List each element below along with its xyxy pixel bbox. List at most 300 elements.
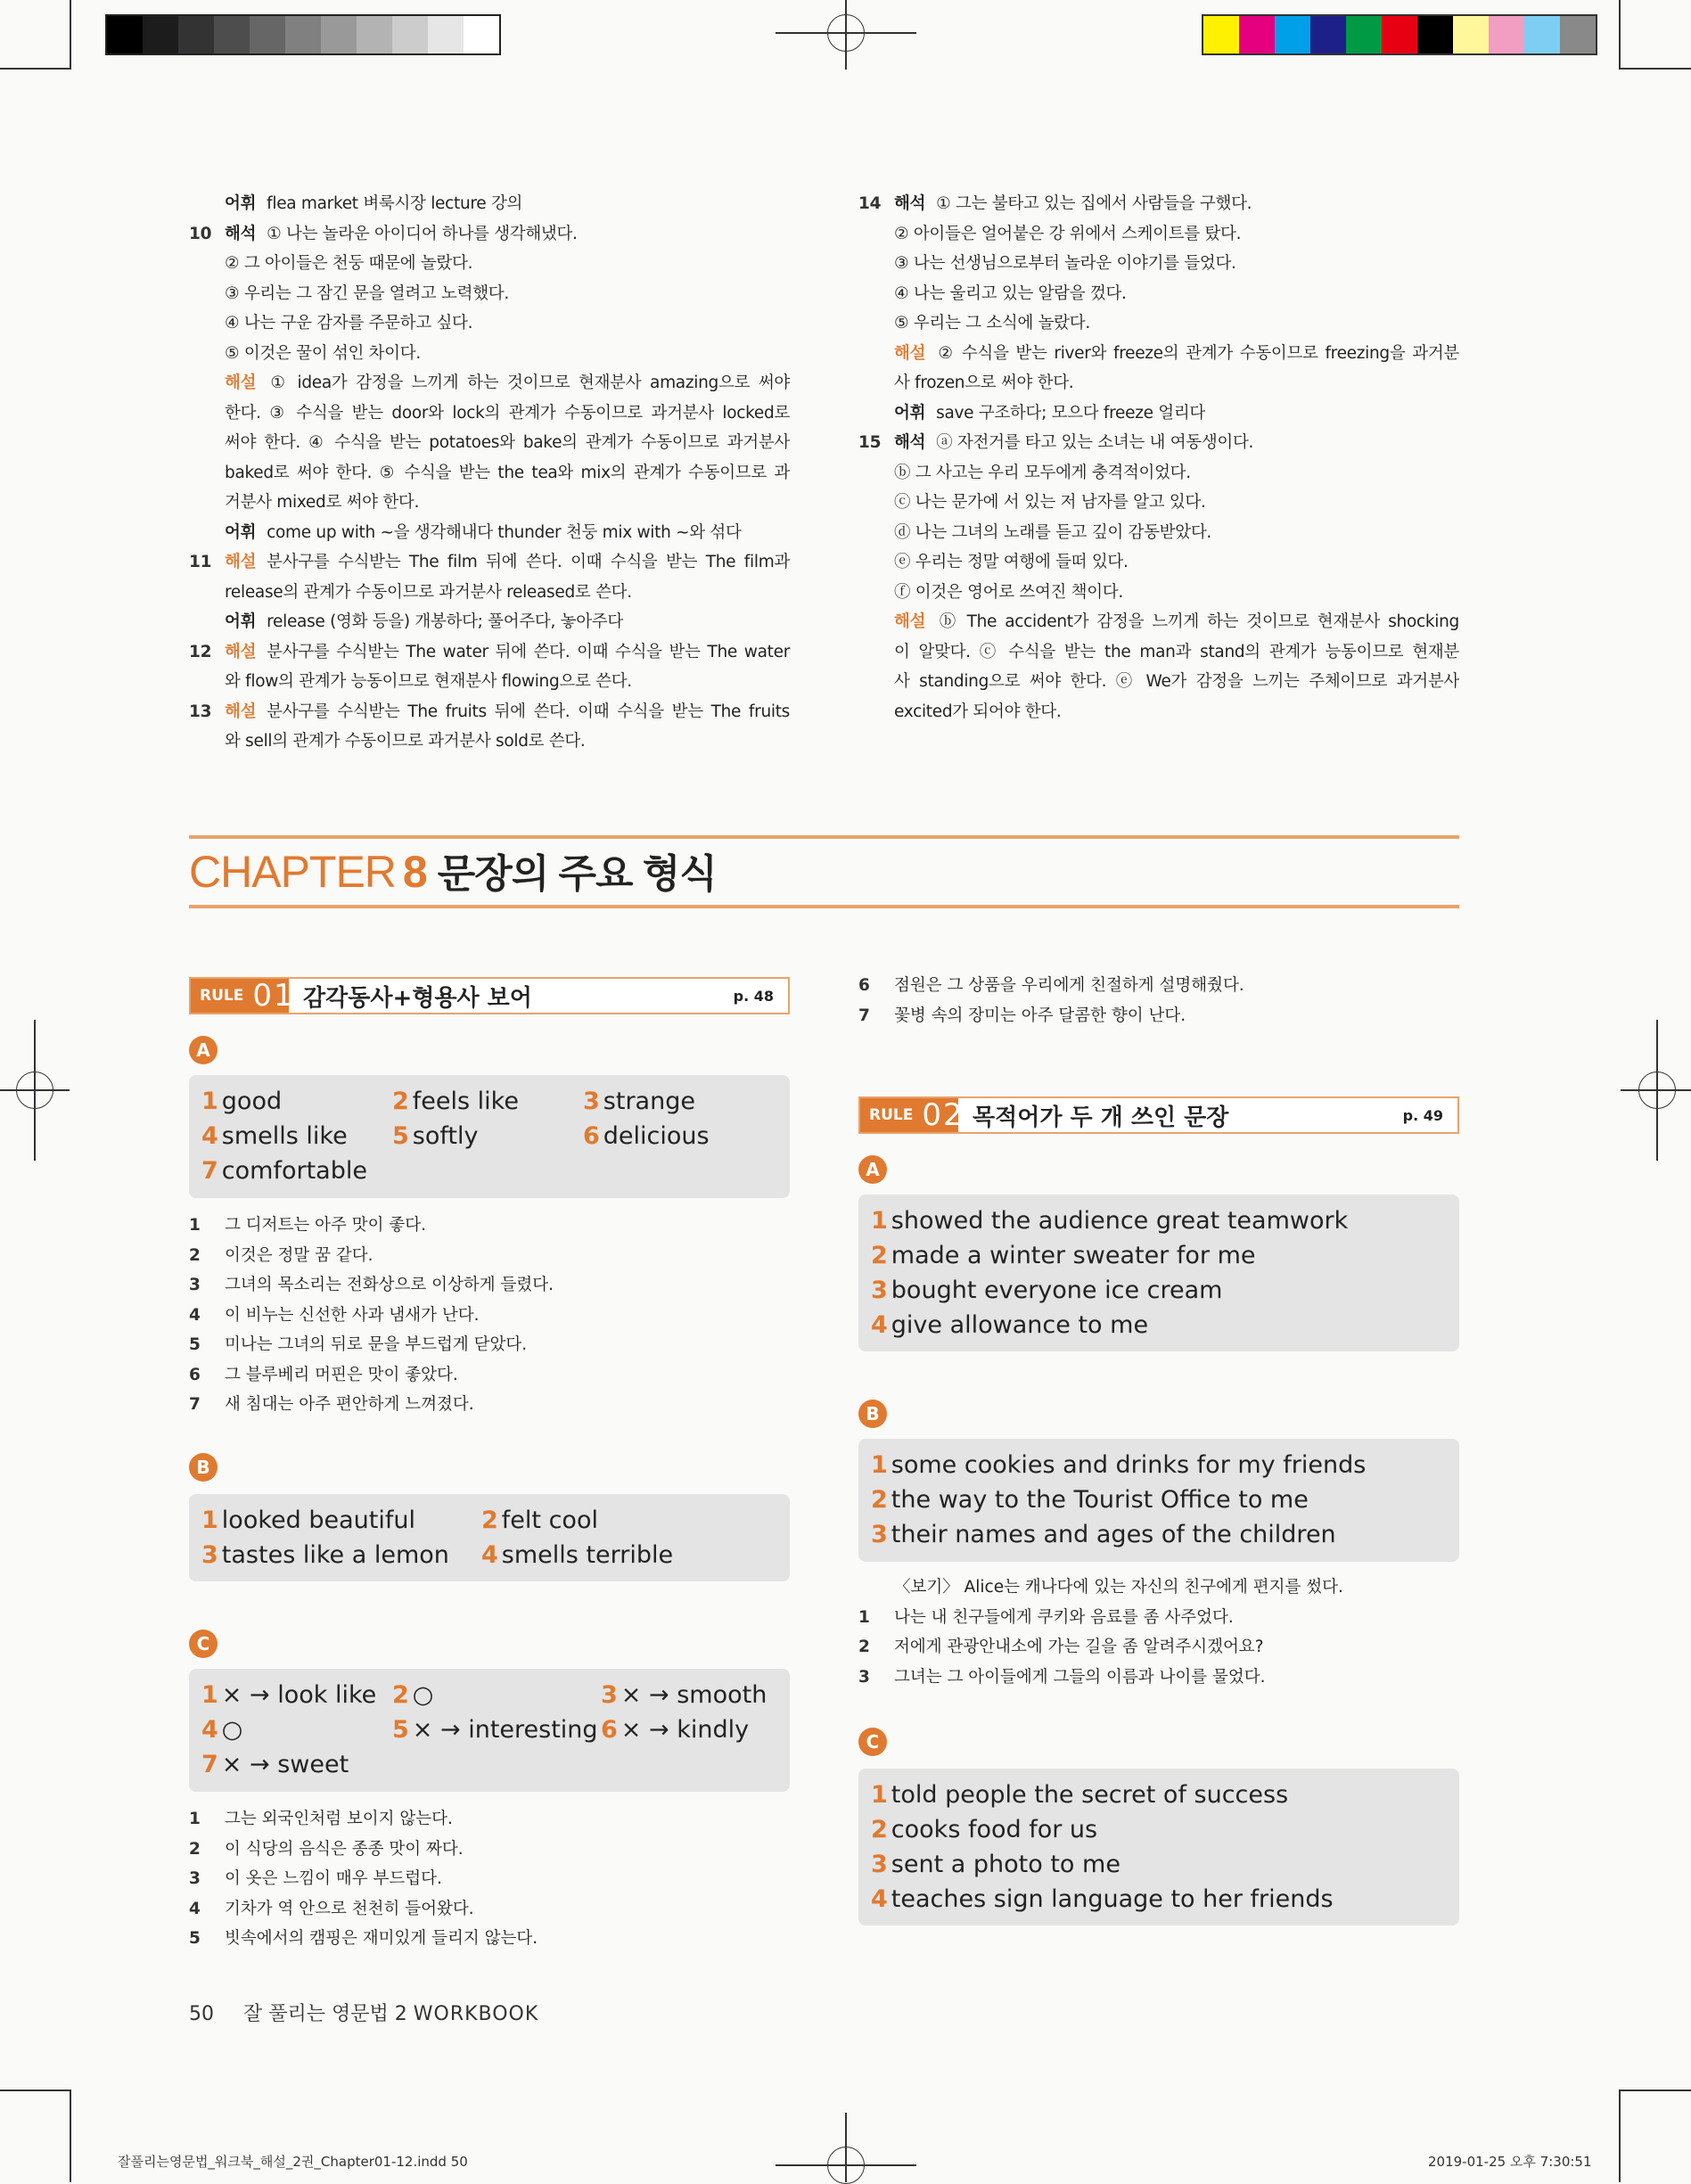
item-number: 2 bbox=[858, 1638, 870, 1656]
translation-line bbox=[858, 1663, 1459, 1693]
explanation-text: ⓔ 우리는 정말 여행에 들떠 있다. bbox=[894, 553, 1129, 571]
item-number: 2 bbox=[189, 1245, 201, 1265]
color-swatch bbox=[1453, 16, 1489, 53]
explanation-line bbox=[858, 547, 1459, 578]
answer-item bbox=[871, 1517, 1336, 1552]
answer-item bbox=[201, 1154, 367, 1188]
explanation-line bbox=[189, 308, 790, 339]
answer-text: some cookies and drinks for my friends bbox=[891, 1451, 1367, 1479]
answer-box-r2a bbox=[858, 1195, 1459, 1351]
gray-swatch bbox=[214, 16, 250, 53]
answer-number: 3 bbox=[871, 1851, 888, 1878]
chapter-rule-top bbox=[189, 835, 1459, 839]
answer-text: softly bbox=[412, 1122, 479, 1150]
section-badge-c: C bbox=[858, 1728, 887, 1756]
explanation-label: 해설 bbox=[894, 612, 926, 631]
rule-02-header bbox=[858, 1096, 1459, 1134]
item-number: 1 bbox=[858, 1607, 870, 1627]
answer-number: 1 bbox=[871, 1781, 888, 1809]
explanation-line bbox=[858, 578, 1459, 608]
crop-mark bbox=[0, 68, 70, 70]
answer-item bbox=[201, 1084, 282, 1119]
rule-page-ref: p. 49 bbox=[1402, 1106, 1443, 1124]
page-number: 50 bbox=[189, 2003, 214, 2025]
item-number: 2 bbox=[189, 1839, 201, 1859]
translation-text: 그 블루베리 머핀은 맛이 좋았다. bbox=[225, 1365, 458, 1384]
answer-text: smells terrible bbox=[501, 1541, 674, 1569]
answer-text: strange bbox=[603, 1088, 695, 1115]
grayscale-bar bbox=[105, 14, 501, 55]
answer-number: 4 bbox=[481, 1541, 498, 1569]
answer-item bbox=[871, 1273, 1222, 1308]
answer-text: showed the audience great teamwork bbox=[891, 1207, 1349, 1235]
explanation-text: ⓐ 자전거를 타고 있는 소녀는 내 여동생이다. bbox=[936, 433, 1254, 452]
answer-text: cooks food for us bbox=[891, 1816, 1098, 1843]
answer-item bbox=[392, 1678, 433, 1712]
explanation-line bbox=[189, 488, 790, 518]
answer-text: × → sweet bbox=[221, 1751, 349, 1778]
rule-title: 감각동사+형용사 보어 bbox=[303, 984, 532, 1012]
answer-text: tastes like a lemon bbox=[221, 1541, 449, 1569]
explanation-text: ① 나는 놀라운 아이디어 하나를 생각해냈다. bbox=[267, 224, 578, 243]
item-number: 12 bbox=[189, 642, 212, 661]
color-swatch bbox=[1346, 16, 1382, 53]
explanation-line bbox=[858, 279, 1459, 309]
item-number: 3 bbox=[858, 1667, 870, 1687]
explanation-label: 어휘 bbox=[225, 522, 257, 542]
explanation-text: ① 그는 불타고 있는 집에서 사람들을 구했다. bbox=[936, 194, 1252, 213]
rule-tag bbox=[191, 978, 295, 1014]
crop-mark bbox=[1619, 2090, 1621, 2182]
answer-text: told people the secret of success bbox=[891, 1781, 1289, 1809]
gray-swatch bbox=[464, 16, 499, 53]
chapter-rule-bottom bbox=[189, 905, 1459, 908]
explanation-text: 분사구를 수식받는 The water 뒤에 쓴다. 이때 수식을 받는 The water bbox=[267, 642, 790, 661]
explanation-label: 어휘 bbox=[225, 194, 257, 213]
answer-text: × → look like bbox=[221, 1681, 377, 1709]
chapter-heading bbox=[189, 847, 717, 899]
answer-item bbox=[201, 1712, 242, 1747]
answer-text: made a winter sweater for me bbox=[891, 1242, 1256, 1269]
answer-text: felt cool bbox=[501, 1507, 598, 1534]
book-subtitle: WORKBOOK bbox=[413, 2003, 539, 2025]
registration-mark bbox=[845, 0, 847, 70]
item-number: 7 bbox=[189, 1395, 201, 1414]
answer-text: their names and ages of the children bbox=[891, 1521, 1336, 1548]
translation-line bbox=[189, 1804, 790, 1835]
explanation-text: ⑤ 이것은 꿀이 섞인 차이다. bbox=[225, 343, 421, 363]
explanation-label: 해설 bbox=[225, 374, 257, 392]
gray-swatch bbox=[178, 16, 214, 53]
explanation-text: ③ 나는 선생님으로부터 놀라운 이야기를 들었다. bbox=[894, 254, 1236, 273]
explanation-text: ⓓ 나는 그녀의 노래를 듣고 깊이 감동받았다. bbox=[894, 522, 1211, 542]
answer-number: 1 bbox=[871, 1207, 888, 1235]
answer-number: 1 bbox=[201, 1507, 218, 1534]
explanation-text: ⑤ 우리는 그 소식에 놀랐다. bbox=[894, 314, 1090, 333]
answer-number: 7 bbox=[201, 1157, 218, 1185]
translation-line bbox=[189, 1360, 790, 1391]
explanation-text: excited가 되어야 한다. bbox=[894, 702, 1062, 721]
translation-line bbox=[189, 1270, 790, 1301]
gray-swatch bbox=[143, 16, 178, 53]
answer-item bbox=[392, 1084, 519, 1119]
answer-number: 3 bbox=[583, 1088, 600, 1115]
color-swatch bbox=[1310, 16, 1346, 53]
explanation-line bbox=[189, 727, 790, 757]
section-badge-b: B bbox=[858, 1400, 887, 1428]
explanation-line bbox=[858, 368, 1459, 398]
translation-line bbox=[189, 1301, 790, 1331]
translation-line bbox=[189, 1894, 790, 1925]
answer-item bbox=[201, 1503, 415, 1538]
answer-number: 2 bbox=[871, 1486, 888, 1514]
answer-number: 5 bbox=[392, 1716, 409, 1744]
answer-box-r2c bbox=[858, 1769, 1459, 1925]
slug-date: 2019-01-25 오후 7:30:51 bbox=[1428, 2154, 1592, 2170]
answer-item bbox=[201, 1678, 376, 1712]
translation-text: 꽃병 속의 장미는 아주 달콤한 향이 난다. bbox=[894, 1006, 1186, 1025]
registration-mark bbox=[1656, 1020, 1658, 1161]
color-swatch bbox=[1203, 16, 1239, 53]
explanation-text: ⓑ 그 사고는 우리 모두에게 충격적이었다. bbox=[894, 463, 1191, 482]
translation-line bbox=[189, 1835, 790, 1865]
color-swatch bbox=[1560, 16, 1596, 53]
item-number: 4 bbox=[189, 1899, 201, 1918]
item-number: 1 bbox=[189, 1216, 201, 1235]
explanation-line bbox=[858, 249, 1459, 279]
item-number: 10 bbox=[189, 224, 212, 243]
registration-mark bbox=[34, 1020, 36, 1161]
translations-r1c-continued bbox=[858, 971, 1459, 1030]
answer-text: the way to the Tourist Office to me bbox=[891, 1486, 1309, 1514]
section-badge-c: C bbox=[189, 1630, 218, 1658]
crop-mark bbox=[70, 0, 71, 70]
answer-item bbox=[871, 1448, 1366, 1482]
explanation-line bbox=[858, 219, 1459, 250]
item-number: 7 bbox=[858, 1006, 870, 1025]
gray-swatch bbox=[321, 16, 357, 53]
translation-text: 그는 외국인처럼 보이지 않는다. bbox=[225, 1810, 453, 1828]
translation-line bbox=[858, 1001, 1459, 1031]
answer-text: give allowance to me bbox=[891, 1311, 1149, 1339]
answer-number: 2 bbox=[392, 1681, 409, 1709]
example-text: 〈보기〉 Alice는 캐나다에 있는 자신의 친구에게 편지를 썼다. bbox=[894, 1578, 1343, 1597]
item-number: 3 bbox=[189, 1869, 201, 1888]
answer-number: 3 bbox=[871, 1521, 888, 1548]
rule-label: RULE bbox=[200, 987, 244, 1005]
answer-item bbox=[583, 1119, 710, 1154]
explanation-line bbox=[189, 398, 790, 429]
answer-text: × → interesting bbox=[412, 1716, 598, 1744]
answer-item bbox=[481, 1503, 598, 1538]
color-swatch bbox=[1489, 16, 1524, 53]
crop-mark bbox=[1619, 0, 1621, 70]
explanation-label: 어휘 bbox=[894, 403, 926, 423]
section-badge-a: A bbox=[189, 1036, 218, 1064]
book-title: 잘 풀리는 영문법 2 bbox=[243, 2003, 407, 2025]
explanation-text: flea market 벼룩시장 lecture 강의 bbox=[267, 194, 523, 213]
item-number: 13 bbox=[189, 702, 212, 721]
answer-number: 3 bbox=[601, 1681, 618, 1709]
answer-item bbox=[871, 1308, 1148, 1342]
answer-box-r1c bbox=[189, 1669, 790, 1792]
item-number: 5 bbox=[189, 1929, 201, 1948]
chapter-word: CHAPTER bbox=[189, 847, 396, 897]
explanation-label: 해석 bbox=[894, 433, 926, 452]
answer-number: 2 bbox=[871, 1242, 888, 1269]
answer-number: 7 bbox=[201, 1751, 218, 1778]
answer-box-r2b bbox=[858, 1439, 1459, 1562]
explanation-line bbox=[189, 607, 790, 637]
answer-text: good bbox=[221, 1088, 283, 1115]
section-badge-a: A bbox=[858, 1155, 887, 1184]
translation-text: 기차가 역 안으로 천천히 들어왔다. bbox=[225, 1899, 474, 1918]
explanation-line bbox=[858, 607, 1459, 637]
answer-number: 3 bbox=[871, 1277, 888, 1304]
explanation-text: ⓑ The accident가 감정을 느끼게 하는 것이므로 현재분사 shocking bbox=[936, 612, 1459, 631]
explanation-text: 한다. ③ 수식을 받는 door와 lock의 관계가 수동이므로 과거분사 locked로 bbox=[225, 403, 790, 423]
translation-text: 그 디저트는 아주 맛이 좋다. bbox=[225, 1216, 426, 1235]
color-swatch bbox=[1382, 16, 1417, 53]
answer-number: 1 bbox=[201, 1088, 218, 1115]
explanation-line bbox=[189, 518, 790, 548]
explanation-line bbox=[189, 249, 790, 279]
explanation-line bbox=[189, 189, 790, 219]
answer-item bbox=[871, 1482, 1309, 1517]
rule-number: 02 bbox=[922, 1097, 965, 1133]
chapter-title: 문장의 주요 형식 bbox=[437, 852, 717, 896]
translation-text: 점원은 그 상품을 우리에게 친절하게 설명해줬다. bbox=[894, 976, 1244, 995]
explanation-line bbox=[858, 339, 1459, 369]
answer-number: 6 bbox=[583, 1122, 600, 1150]
answer-text: teaches sign language to her friends bbox=[891, 1885, 1334, 1913]
item-number: 6 bbox=[858, 976, 870, 995]
answer-number: 1 bbox=[871, 1451, 888, 1479]
translation-line bbox=[189, 1330, 790, 1360]
answer-item bbox=[481, 1538, 673, 1572]
explanation-text: 분사구를 수식받는 The film 뒤에 쓴다. 이때 수식을 받는 The film과 bbox=[267, 553, 790, 571]
translation-text: 미나는 그녀의 뒤로 문을 부드럽게 닫았다. bbox=[225, 1335, 528, 1354]
answer-text: ○ bbox=[221, 1716, 243, 1744]
example-line bbox=[858, 1572, 1459, 1603]
answer-number: 1 bbox=[201, 1681, 218, 1709]
answer-text: feels like bbox=[412, 1088, 519, 1115]
answer-item bbox=[392, 1119, 478, 1154]
answer-text: smells like bbox=[221, 1122, 348, 1150]
rule-number: 01 bbox=[252, 978, 295, 1014]
answer-item bbox=[201, 1538, 449, 1572]
answer-number: 4 bbox=[871, 1311, 888, 1339]
translation-text: 새 침대는 아주 편안하게 느껴졌다. bbox=[225, 1395, 474, 1414]
explanation-line bbox=[189, 667, 790, 697]
explanation-line bbox=[189, 697, 790, 727]
explanation-text: 거분사 mixed로 써야 한다. bbox=[225, 493, 420, 512]
rule-label: RULE bbox=[869, 1106, 914, 1124]
item-number: 14 bbox=[858, 194, 882, 213]
rule-tag bbox=[860, 1097, 965, 1133]
explanation-text: ① idea가 감정을 느끼게 하는 것이므로 현재분사 amazing으로 써야 bbox=[267, 374, 790, 392]
answer-number: 4 bbox=[201, 1122, 218, 1150]
answer-item bbox=[871, 1882, 1334, 1917]
answer-item bbox=[871, 1812, 1097, 1847]
explanation-text: ⓒ 나는 문가에 서 있는 저 남자를 알고 있다. bbox=[894, 493, 1206, 512]
translation-line bbox=[858, 1603, 1459, 1633]
explanation-text: 써야 한다. ④ 수식을 받는 potatoes와 bake의 관계가 수동이므로 과거분사 bbox=[225, 433, 790, 452]
answer-text: bought everyone ice cream bbox=[891, 1277, 1223, 1304]
explanation-text: baked로 써야 한다. ⑤ 수식을 받는 the tea와 mix의 관계가 수동이므로 과 bbox=[225, 463, 790, 482]
explanation-line bbox=[189, 578, 790, 608]
translations-r2b bbox=[858, 1572, 1459, 1692]
answer-item bbox=[583, 1084, 695, 1119]
explanation-text: 와 flow의 관계가 능동이므로 현재분사 flowing으로 쓴다. bbox=[225, 672, 632, 691]
explanation-text: 이 알맞다. ⓒ 수식을 받는 the man과 stand의 관계가 능동이므로 현재분 bbox=[894, 642, 1459, 661]
translation-text: 이 식당의 음식은 종종 맛이 짜다. bbox=[225, 1839, 464, 1859]
answer-item bbox=[871, 1238, 1256, 1273]
translation-line bbox=[189, 1390, 790, 1420]
explanation-line bbox=[858, 518, 1459, 548]
gray-swatch bbox=[285, 16, 321, 53]
answer-number: 2 bbox=[871, 1816, 888, 1843]
translation-line bbox=[189, 1924, 790, 1954]
translation-line bbox=[189, 1211, 790, 1241]
answer-text: comfortable bbox=[221, 1157, 367, 1185]
translation-line bbox=[858, 1632, 1459, 1663]
answer-number: 3 bbox=[201, 1541, 218, 1569]
answer-item bbox=[871, 1778, 1288, 1812]
explanation-text: 분사구를 수식받는 The fruits 뒤에 쓴다. 이때 수식을 받는 The fruits bbox=[267, 702, 790, 721]
crop-mark bbox=[0, 2090, 70, 2091]
explanation-line bbox=[189, 458, 790, 489]
item-number: 15 bbox=[858, 433, 882, 452]
answer-item bbox=[201, 1119, 348, 1154]
explanation-label: 해설 bbox=[894, 343, 926, 363]
answer-item bbox=[601, 1712, 749, 1747]
explanation-text: save 구조하다; 모으다 freeze 얼리다 bbox=[936, 403, 1205, 423]
item-number: 11 bbox=[189, 553, 212, 571]
answer-number: 4 bbox=[201, 1716, 218, 1744]
translation-text: 그녀의 목소리는 전화상으로 이상하게 들렸다. bbox=[225, 1276, 554, 1294]
explanations-left-column bbox=[189, 189, 790, 757]
translation-text: 나는 내 친구들에게 쿠키와 음료를 좀 사주었다. bbox=[894, 1607, 1234, 1627]
explanation-line bbox=[858, 697, 1459, 727]
chapter-number: 8 bbox=[402, 847, 427, 897]
gray-swatch bbox=[357, 16, 392, 53]
explanation-line bbox=[189, 547, 790, 578]
translation-line bbox=[858, 971, 1459, 1001]
translation-text: 저에게 관광안내소에 가는 길을 좀 알려주시겠어요? bbox=[894, 1638, 1264, 1656]
explanation-text: come up with ~을 생각해내다 thunder 천둥 mix with ~와 섞다 bbox=[267, 522, 742, 542]
crop-mark bbox=[1621, 2090, 1691, 2091]
answer-item bbox=[201, 1747, 349, 1782]
color-swatch bbox=[1417, 16, 1453, 53]
answer-text: delicious bbox=[603, 1122, 710, 1150]
translation-text: 이것은 정말 꿈 같다. bbox=[225, 1245, 373, 1265]
translation-text: 이 비누는 신선한 사과 냄새가 난다. bbox=[225, 1305, 480, 1325]
slug-filename: 잘풀리는영문법_워크북_해설_2권_Chapter01-12.indd 50 bbox=[118, 2154, 468, 2170]
explanation-text: 와 sell의 관계가 수동이므로 과거분사 sold로 쓴다. bbox=[225, 732, 586, 751]
explanation-line bbox=[189, 219, 790, 250]
explanation-label: 해설 bbox=[225, 553, 257, 571]
rule-page-ref: p. 48 bbox=[733, 987, 774, 1005]
answer-item bbox=[871, 1203, 1348, 1238]
answer-box-r1b bbox=[189, 1494, 790, 1581]
translation-text: 그녀는 그 아이들에게 그들의 이름과 나이를 물었다. bbox=[894, 1667, 1266, 1687]
explanation-line bbox=[858, 189, 1459, 219]
explanation-line bbox=[858, 398, 1459, 429]
explanation-label: 해석 bbox=[894, 194, 926, 213]
translations-r1c bbox=[189, 1804, 790, 1954]
gray-swatch bbox=[107, 16, 143, 53]
answer-box-r1a bbox=[189, 1075, 790, 1198]
explanation-text: release (영화 등을) 개봉하다; 풀어주다, 놓아주다 bbox=[267, 612, 623, 631]
item-number: 6 bbox=[189, 1365, 201, 1384]
explanation-text: release의 관계가 수동이므로 과거분사 released로 쓴다. bbox=[225, 582, 632, 602]
explanation-line bbox=[858, 488, 1459, 518]
color-swatch bbox=[1275, 16, 1310, 53]
explanation-text: ③ 우리는 그 잠긴 문을 열려고 노력했다. bbox=[225, 283, 509, 303]
page-footer bbox=[189, 1999, 538, 2026]
answer-item bbox=[871, 1847, 1120, 1882]
crop-mark bbox=[70, 2090, 71, 2182]
crop-mark bbox=[1621, 68, 1691, 70]
rule-title: 목적어가 두 개 쓰인 문장 bbox=[973, 1104, 1229, 1131]
translation-line bbox=[189, 1864, 790, 1894]
explanation-label: 해설 bbox=[225, 702, 257, 721]
gray-swatch bbox=[392, 16, 428, 53]
explanation-line bbox=[858, 428, 1459, 458]
explanation-text: 사 standing으로 써야 한다. ⓔ We가 감정을 느끼는 주체이므로 과거분사 bbox=[894, 672, 1459, 691]
explanation-line bbox=[858, 667, 1459, 697]
answer-number: 6 bbox=[601, 1716, 618, 1744]
explanation-text: ② 수식을 받는 river와 freeze의 관계가 수동이므로 freezing을 과거분 bbox=[936, 343, 1459, 363]
translation-line bbox=[189, 1241, 790, 1271]
answer-text: sent a photo to me bbox=[891, 1851, 1120, 1878]
answer-item bbox=[392, 1712, 598, 1747]
answer-text: × → smooth bbox=[620, 1681, 768, 1709]
answer-number: 2 bbox=[392, 1088, 409, 1115]
answer-number: 2 bbox=[481, 1507, 498, 1534]
gray-swatch bbox=[250, 16, 285, 53]
color-bar bbox=[1202, 14, 1597, 55]
explanation-line bbox=[189, 637, 790, 668]
explanation-line bbox=[858, 458, 1459, 489]
translations-r1a bbox=[189, 1211, 790, 1420]
explanation-line bbox=[189, 279, 790, 309]
color-swatch bbox=[1239, 16, 1275, 53]
answer-number: 4 bbox=[871, 1885, 888, 1913]
explanation-text: ② 그 아이들은 천둥 때문에 놀랐다. bbox=[225, 254, 473, 273]
item-number: 5 bbox=[189, 1335, 201, 1354]
explanation-text: ④ 나는 구운 감자를 주문하고 싶다. bbox=[225, 314, 473, 333]
explanation-label: 해설 bbox=[225, 642, 257, 661]
translation-text: 빗속에서의 캠핑은 재미있게 들리지 않는다. bbox=[225, 1929, 538, 1948]
explanation-line bbox=[858, 308, 1459, 339]
explanation-label: 해석 bbox=[225, 224, 257, 243]
item-number: 1 bbox=[189, 1810, 201, 1828]
answer-text: looked beautiful bbox=[221, 1507, 415, 1534]
explanation-line bbox=[189, 428, 790, 458]
answer-number: 5 bbox=[392, 1122, 409, 1150]
explanation-label: 어휘 bbox=[225, 612, 257, 631]
answer-text: ○ bbox=[412, 1681, 434, 1709]
explanation-text: ⓕ 이것은 영어로 쓰여진 책이다. bbox=[894, 582, 1123, 602]
registration-mark bbox=[845, 2113, 847, 2182]
explanation-text: ② 아이들은 얼어붙은 강 위에서 스케이트를 탔다. bbox=[894, 224, 1242, 243]
color-swatch bbox=[1524, 16, 1560, 53]
answer-item bbox=[601, 1678, 767, 1712]
answer-text: × → kindly bbox=[620, 1716, 750, 1744]
item-number: 3 bbox=[189, 1276, 201, 1294]
